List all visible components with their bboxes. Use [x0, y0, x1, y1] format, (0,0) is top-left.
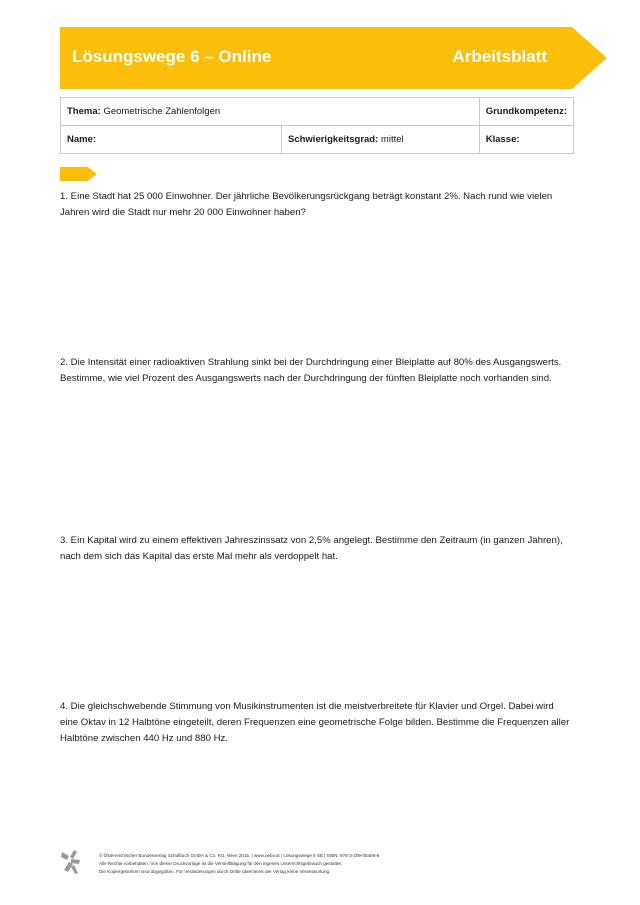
schwierigkeit-cell [282, 126, 480, 154]
thema-label: Thema: [67, 106, 101, 117]
task-2: 2. Die Intensität einer radioaktiven Strahlung sinkt bei der Durchdringung einer Bleiplatte auf 80% des Ausgangswerts. Bestimme, wie viel Prozent des Ausgangswerts nach der Durchdringung der fünften Bleiplatte noch vorhanden sind. [60, 357, 562, 384]
klasse-cell[interactable] [479, 126, 573, 154]
footer-line-1: © Österreichischer Bundesverlag Schulbuch GmbH & Co. KG, Wien 2015. | www.oebv.at | Lösungswege 5 SB | ISBN: 978-3-209-08466-8 [99, 853, 380, 858]
footer-line-3: Die Kopiergebühren sind abgegolten. Für Veränderungen durch Dritte übernimmt der Verlag keine Verantwortung. [99, 869, 331, 874]
task-3: 3. Ein Kapital wird zu einem effektiven Jahreszinssatz von 2,5% angelegt. Bestimme den Zeitraum (in ganzen Jahren), nach dem sich das Kapital das erste Mal mehr als verdoppelt hat. [60, 535, 563, 562]
grundkompetenz-cell[interactable] [479, 98, 573, 126]
footer-copyright [99, 852, 419, 876]
thema-value: Geometrische Zahlenfolgen [103, 106, 221, 117]
page-title: Lösungswege 6 – Online [72, 47, 272, 66]
footer-line-2: Alle Rechte vorbehalten. Von dieser Druckvorlage ist die Vervielfältigung für den eigenen Unterrichtsgebrauch gestattet. [99, 861, 343, 866]
thema-cell [61, 98, 480, 126]
klasse-label: Klasse: [485, 134, 520, 145]
section-arrow-icon [60, 167, 97, 181]
name-cell[interactable] [61, 126, 282, 154]
header-banner [60, 27, 607, 89]
oebv-logo-icon [60, 849, 82, 875]
document-type-label: Arbeitsblatt [452, 47, 547, 66]
task-4: 4. Die gleichschwebende Stimmung von Musikinstrumenten ist die meistverbreitete für Klavier und Orgel. Dabei wird eine Oktav in 12 Halbtöne eingeteilt, deren Frequenzen eine geometrische Folge bilden. Bestimme die Frequenzen aller Halbtöne zwischen 440 Hz und 880 Hz. [60, 701, 570, 744]
task-1: 1. Eine Stadt hat 25 000 Einwohner. Der jährliche Bevölkerungsrückgang beträgt konstant 2%. Nach rund wie vielen Jahren wird die Stadt nur mehr 20 000 Einwohner haben? [60, 191, 553, 218]
name-label: Name: [67, 134, 97, 145]
grundkompetenz-label: Grundkompetenz: [485, 106, 567, 117]
worksheet-info-table [60, 97, 574, 154]
schwierigkeit-label: Schwierigkeitsgrad: [288, 134, 379, 145]
schwierigkeit-value: mittel [380, 134, 404, 145]
